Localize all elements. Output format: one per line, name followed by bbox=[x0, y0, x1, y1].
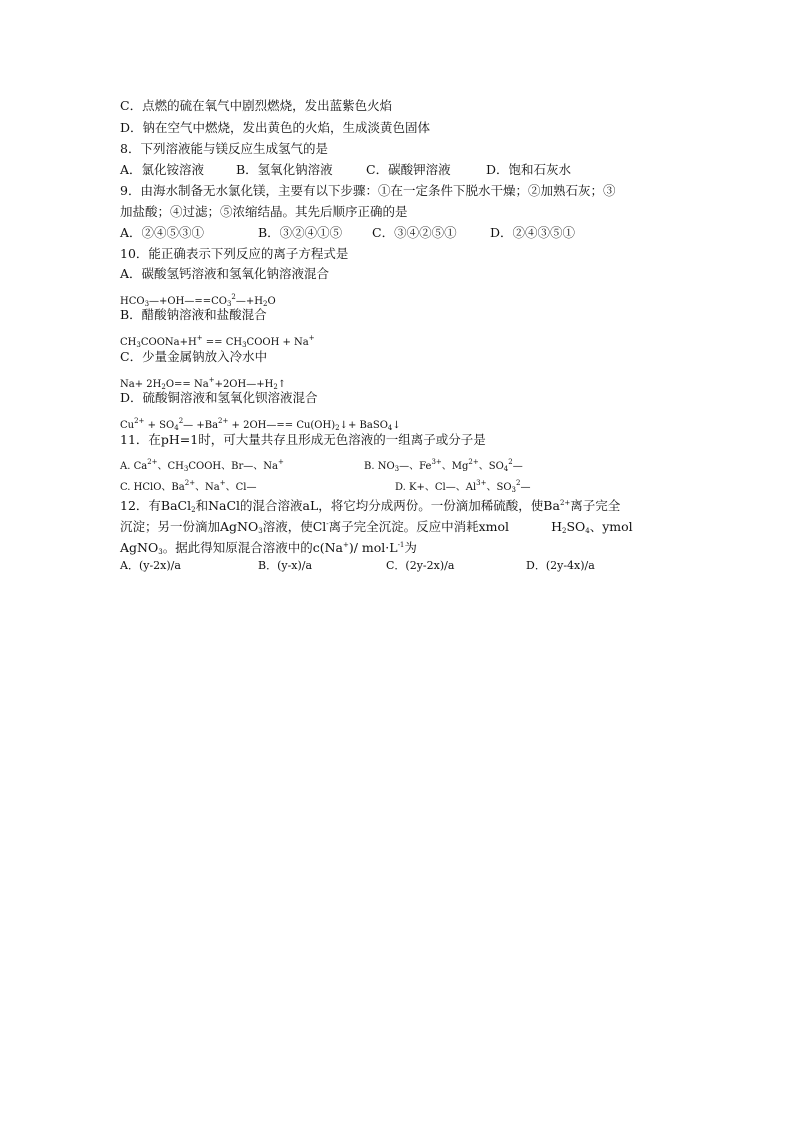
q10-option-a: A．碳酸氢钙溶液和氢氧化钠溶液混合 bbox=[120, 266, 330, 281]
q9-stem-line2: 加盐酸；④过滤；⑤浓缩结晶。其先后顺序正确的是 bbox=[120, 204, 408, 219]
q8-option-c: C．碳酸钾溶液 bbox=[366, 162, 451, 177]
q12-option-d: D．(2y-4x)/a bbox=[526, 559, 595, 572]
q10-option-b: B．醋酸钠溶液和盐酸混合 bbox=[120, 307, 267, 322]
q10-option-c: C．少量金属钠放入冷水中 bbox=[120, 349, 268, 364]
q11-stem: 11．在pH=1时，可大量共存且形成无色溶液的一组离子或分子是 bbox=[120, 432, 486, 447]
q12-option-c: C．(2y-2x)/a bbox=[386, 559, 455, 572]
q12-stem-line1: 12．有BaCl$_2$和NaCl的混合溶液aL，将它均分成两份。一份滴加稀硫酸，使$Ba^{2+}$离子完全 bbox=[120, 498, 621, 514]
q12-option-a: A．(y-2x)/a bbox=[120, 559, 181, 572]
q10-equation-c: $Na+ 2H_2O==$ $Na^++2OH—+H_2↑$ bbox=[120, 376, 287, 391]
q10-equation-d: $Cu^{2+}$ + $SO_4^2— +Ba^{2+}$ + 2OH—== $Cu(OH)_2↓+$ BaSO$_4$↓ bbox=[120, 417, 401, 432]
q10-equation-a: $HCO_3—+OH—==CO_3^2—+H_2O$ bbox=[120, 293, 276, 308]
q10-stem: 10．能正确表示下列反应的离子方程式是 bbox=[120, 246, 349, 261]
q8-option-a: A．氯化铵溶液 bbox=[120, 162, 205, 177]
q9-option-a: A．②④⑤③① bbox=[120, 225, 205, 240]
q10-equation-b: $CH_3COONa+H^+$ == $CH_3COOH + Na^+$ bbox=[120, 334, 315, 349]
q9-option-c: C．③④②⑤① bbox=[372, 225, 457, 240]
q9-option-b: B．③②④①⑤ bbox=[258, 225, 343, 240]
q12-options bbox=[120, 558, 595, 574]
q8-stem: 8．下列溶液能与镁反应生成氢气的是 bbox=[120, 141, 328, 156]
q11-option-a: A. $Ca^{2+}$、$CH_3COOH$、Br—、Na+ bbox=[120, 458, 284, 473]
q9-options bbox=[120, 225, 575, 241]
q8-option-d: D．饱和石灰水 bbox=[486, 162, 572, 177]
q8-options bbox=[120, 162, 571, 178]
q12-option-b: B．(y-x)/a bbox=[258, 559, 313, 572]
q9-stem-line1: 9．由海水制备无水氯化镁，主要有以下步骤：①在一定条件下脱水干燥；②加熟石灰；③ bbox=[120, 183, 616, 198]
q11-options-row1 bbox=[120, 454, 523, 477]
q7-option-d: D．钠在空气中燃烧，发出黄色的火焰，生成淡黄色固体 bbox=[120, 120, 431, 135]
q8-option-b: B．氢氧化钠溶液 bbox=[236, 162, 333, 177]
q12-stem-line2: 沉淀；另一份滴加AgNO$_3$溶液，使Cl-离子完全沉淀。反应中消耗xmol $H_2SO_4$、ymol bbox=[120, 519, 633, 535]
q9-option-d: D．②④③⑤① bbox=[490, 225, 576, 240]
q11-option-c: C. HClO、$Ba^{2+}$、Na+、Cl— bbox=[120, 479, 257, 493]
q11-option-d: D. K+、Cl—、$Al^{3+}$、$SO_3^2—$ bbox=[395, 479, 531, 494]
q7-option-c: C．点燃的硫在氧气中剧烈燃烧，发出蓝紫色火焰 bbox=[120, 98, 393, 113]
q12-stem-line3: AgNO$_3$。据此得知原混合溶液中的c(Na+)/ $mol\cdot L^{-1}$为 bbox=[120, 540, 417, 556]
q10-option-d: D．硫酸铜溶液和氢氧化钡溶液混合 bbox=[120, 390, 318, 405]
q11-option-b: B. $NO_3—$、$Fe^{3+}$、$Mg^{2+}$、$SO_4^2—$ bbox=[364, 458, 523, 473]
